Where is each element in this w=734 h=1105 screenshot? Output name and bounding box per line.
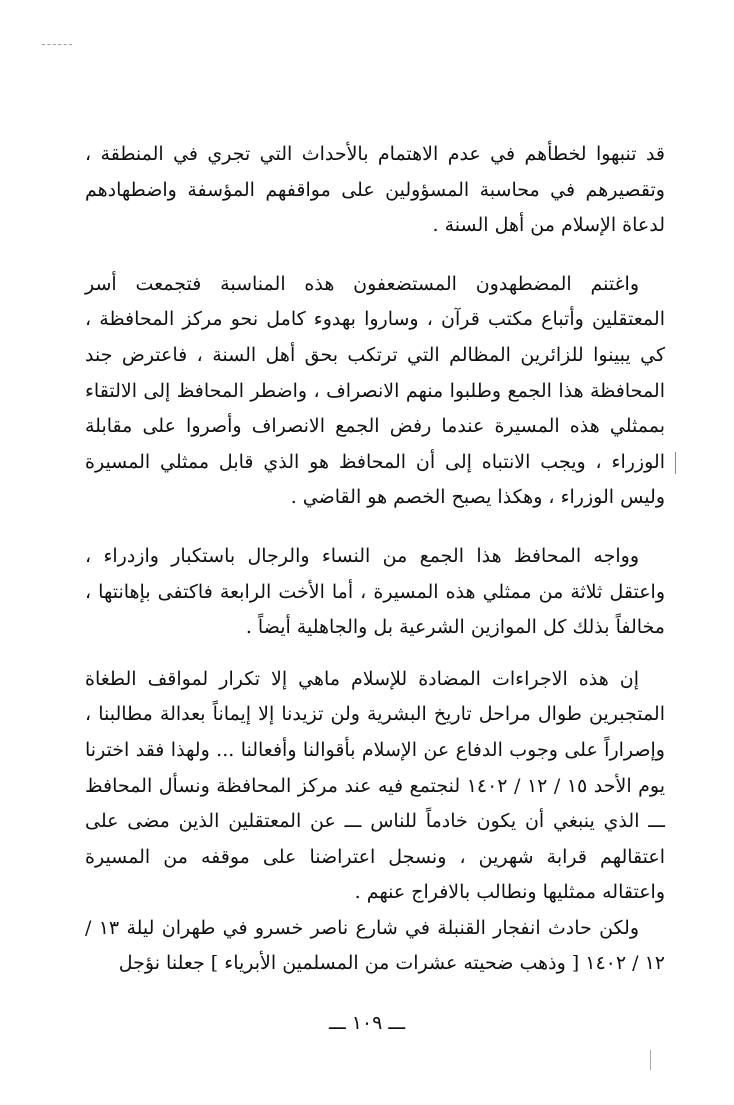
paragraph-1: قد تنبهوا لخطأهم في عدم الاهتمام بالأحداث التي تجري في المنطقة ، وتقصيرهم في محاسبة المسؤولين على مواقفهم المؤسفة واضطهادهم لدعاة الإسلام من أهل السنة . bbox=[85, 143, 665, 237]
paragraph-4: إن هذه الاجراءات المضادة للإسلام ماهي إلا تكرار لمواقف الطغاة المتجبرين طوال مراحل تاريخ البشرية ولن تزيدنا إلا إيماناً بعدالة مطالبنا ، وإصراراً على وجوب الدفاع عن الإسلام بأقوالنا وأفعالنا ... ولهذا فقد اخترنا يوم الأحد ١٥ / ١٢ / ١٤٠٢ لنجتمع فيه عند مركز المحافظة ونسأل المحافظ ـــ الذي ينبغي أن يكون خادماً للناس ـــ عن المعتقلين الذين مضى على اعتقالهم قرابة شهرين ، ونسجل اعتراضنا على موقفه من المسيرة واعتقاله ممثليها ونطالب بالافراج عنهم . bbox=[85, 667, 666, 904]
body-text bbox=[85, 137, 665, 982]
paragraph-gap bbox=[85, 646, 665, 662]
paragraph-gap bbox=[85, 516, 665, 539]
paragraph-5: ولكن حادث انفجار القنبلة في شارع ناصر خسرو في طهران ليلة ١٣ / ١٢ / ١٤٠٢ [ وذهب ضحيته عشرات من المسلمين الأبرياء ] جعلنا نؤجل bbox=[85, 916, 665, 975]
paragraph-3: وواجه المحافظ هذا الجمع من النساء والرجال باستكبار وازدراء ، واعتقل ثلاثة من ممثلي هذه المسيرة ، أما الأخت الرابعة فاكتفى بإهانتها ، مخالفاً بذلك كل الموازين الشرعية بل والجاهلية أيضاً . bbox=[85, 544, 665, 639]
paragraph-2: واغتنم المضطهدون المستضعفون هذه المناسبة فتجمعت أسر المعتقلين وأتباع مكتب قرآن ، وساروا بهدوء كامل نحو مركز المحافظة ، كي يبينوا للزائرين المظالم التي ترتكب بحق أهل السنة ، فاعترض جند المحافظة هذا الجمع وطلبوا منهم الانصراف ، واضطر المحافظ إلى الالتقاء بممثلي هذه المسيرة عندما رفض الجمع الانصراف وأصروا على مقابلة الوزراء ، ويجب الانتباه إلى أن المحافظ هو الذي قابل ممثلي المسيرة وليس الوزراء ، وهكذا يصبح الخصم هو القاضي . bbox=[85, 272, 665, 509]
page-number: ـــ ١٠٩ ـــ bbox=[328, 1012, 406, 1034]
scan-artifact-side bbox=[675, 452, 676, 474]
scan-artifact-top bbox=[42, 44, 72, 45]
paragraph-gap bbox=[85, 244, 665, 267]
scan-artifact-bottom bbox=[650, 1050, 651, 1070]
